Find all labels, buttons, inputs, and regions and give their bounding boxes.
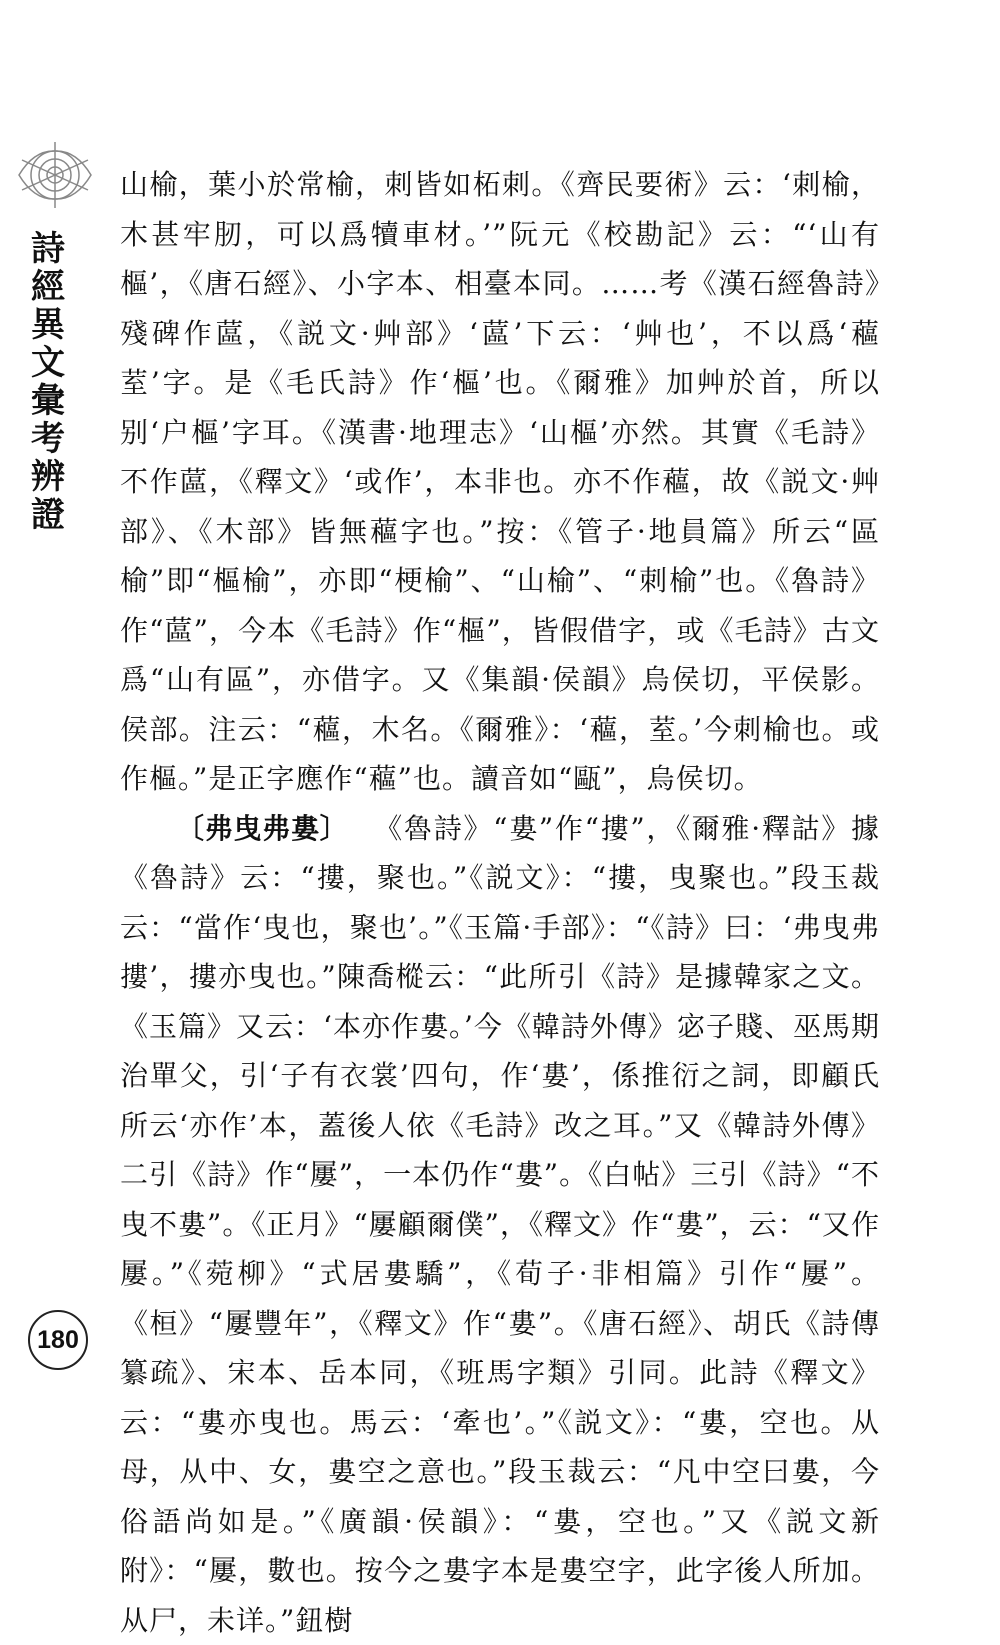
page-number: 180 xyxy=(28,1310,88,1370)
decorative-ornament-icon xyxy=(14,140,96,210)
paragraph-1: 山榆，葉小於常榆，刺皆如柘刺。《齊民要術》云：‘刺榆，木甚牢肕，可以爲犢車材。’”阮元《校勘記》云：“‘山有樞’，《唐石經》、小字本、相臺本同。……考《漢石經魯詩》殘碑作蓲，《説文·艸部》‘蓲’下云：‘艸也’，不以爲‘藲荎’字。是《毛氏詩》作‘樞’也。《爾雅》加艸於首，所以别‘户樞’字耳。《漢書·地理志》‘山樞’亦然。其實《毛詩》不作蓲，《釋文》‘或作’，本非也。亦不作藲，故《説文·艸部》、《木部》皆無藲字也。”按：《管子·地員篇》所云“區榆”即“樞榆”，亦即“梗榆”、“山榆”、“刺榆”也。《魯詩》作“蓲”，今本《毛詩》作“樞”，皆假借字，或《毛詩》古文爲“山有區”，亦借字。又《集韻·侯韻》烏侯切，平侯影。侯部。注云：“藲，木名。《爾雅》：‘藲，荎。’今刺榆也。或作樞。”是正字應作“藲”也。讀音如“甌”，烏侯切。 xyxy=(120,160,880,804)
main-text xyxy=(120,160,880,1645)
section-heading: 〔弗曳弗婁〕 xyxy=(176,812,348,845)
paragraph-2 xyxy=(120,804,880,1645)
paragraph-2-text: 《魯詩》“婁”作“摟”，《爾雅·釋詁》據《魯詩》云：“摟，聚也。”《説文》：“摟，曳聚也。”段玉裁云：“當作‘曳也，聚也’。”《玉篇·手部》：“《詩》曰：‘弗曳弗摟’，摟亦曳也。”陳喬樅云：“此所引《詩》是據韓家之文。《玉篇》又云：‘本亦作婁。’今《韓詩外傳》宓子賤、巫馬期治單父，引‘子有衣裳’四句，作‘婁’，係推衍之詞，即顧氏所云‘亦作’本，蓋後人依《毛詩》改之耳。”又《韓詩外傳》二引《詩》作“屢”，一本仍作“婁”。《白帖》三引《詩》“不曳不婁”。《正月》“屢顧爾僕”，《釋文》作“婁”，云：“又作屢。”《菀柳》“式居婁驕”，《荀子·非相篇》引作“屢”。《桓》“屢豐年”，《釋文》作“婁”。《唐石經》、胡氏《詩傳纂疏》、宋本、岳本同，《班馬字類》引同。此詩《釋文》云：“婁亦曳也。馬云：‘牽也’。”《説文》：“婁，空也。从母，从中、女，婁空之意也。”段玉裁云：“凡中空曰婁，今俗語尚如是。”《廣韻·侯韻》：“婁，空也。”又《説文新附》：“屢，數也。按今之婁字本是婁空字，此字後人所加。从尸，未详。”鈕樹 xyxy=(120,812,880,1637)
book-title-vertical: 詩經異文彙考辨證 xyxy=(26,230,70,534)
